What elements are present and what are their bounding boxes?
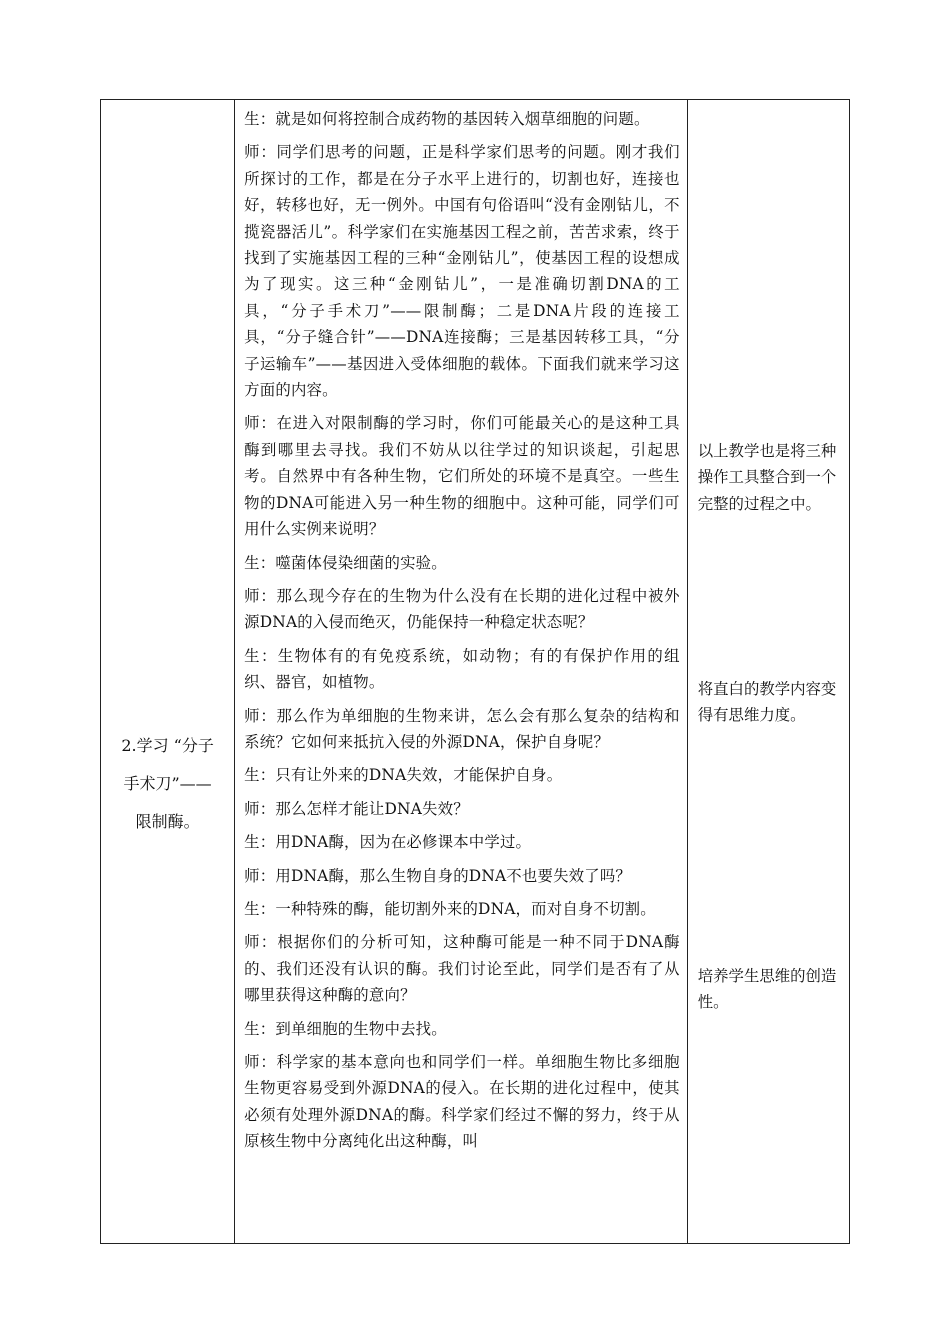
topic-cell [101,100,235,1244]
dialogue-paragraph: 生：一种特殊的酶，能切割外来的DNA，而对自身不切割。 [244,899,656,918]
dialogue-paragraph: 师：用DNA酶，那么生物自身的DNA不也要失效了吗？ [244,866,632,885]
dialogue-cell [235,100,688,1244]
topic-line: 2.学习 “分子 [121,736,214,755]
dialogue-paragraph: 生：就是如何将控制合成药物的基因转入烟草细胞的问题。 [244,110,650,128]
dialogue-paragraph: 师：那么现今存在的生物为什么没有在长期的进化过程中被外源DNA的入侵而绝灭，仍能保持一种稳定状态呢？ [244,586,680,632]
commentary-note: 以上教学也是将三种操作工具整合到一个完整的过程之中。 [697,442,837,513]
dialogue-paragraph: 生：生物体有的有免疫系统，如动物；有的有保护作用的组织、器官，如植物。 [244,646,680,692]
commentary-note: 将直白的教学内容变得有思维力度。 [697,680,837,725]
topic-line: 手术刀”—— [123,774,212,793]
dialogue-paragraph: 师：根据你们的分析可知，这种酶可能是一种不同于DNA酶的、我们还没有认识的酶。我们讨论至此，同学们是否有了从哪里获得这种酶的意向？ [244,933,680,1005]
dialogue-paragraph: 师：那么怎样才能让DNA失效？ [244,799,469,818]
dialogue-paragraph: 师：同学们思考的问题，正是科学家们思考的问题。刚才我们所探讨的工作，都是在分子水平上进行的，切割也好，连接也好，转移也好，无一例外。中国有句俗语叫“没有金刚钻儿，不揽瓷器活儿”。科学家们在实施基因工程之前，苦苦求索，终于找到了实施基因工程的三种“金刚钻儿”，使基因工程的设想成为了现实。这三种“金刚钻儿”，一是准确切割DNA的工具，“分子手术刀”——限制酶；二是DNA片段的连接工具，“分子缝合针”——DNA连接酶；三是基因转移工具，“分子运输车”——基因进入受体细胞的载体。下面我们就来学习这方面的内容。 [244,143,680,400]
commentary-cell [687,100,849,1244]
topic-line: 限制酶。 [135,812,200,831]
lesson-plan-table [100,99,850,1244]
topic-label [101,727,234,841]
dialogue-paragraph: 师：科学家的基本意向也和同学们一样。单细胞生物比多细胞生物更容易受到外源DNA的侵入。在长期的进化过程中，使其必须有处理外源DNA的酶。科学家们经过不懈的努力，终于从原核生物中分离纯化出这种酶，叫 [244,1053,680,1151]
dialogue-paragraph: 师：在进入对限制酶的学习时，你们可能最关心的是这种工具酶到哪里去寻找。我们不妨从以往学过的知识谈起，引起思考。自然界中有各种生物，它们所处的环境不是真空。一些生物的DNA可能进入另一种生物的细胞中。这种可能，同学们可用什么实例来说明？ [244,414,680,539]
dialogue-paragraph: 生：噬菌体侵染细菌的实验。 [244,553,447,572]
dialogue-paragraph: 生：用DNA酶，因为在必修课本中学过。 [244,833,532,852]
dialogue-paragraph: 生：到单细胞的生物中去找。 [244,1019,447,1038]
table-row [101,100,850,1244]
dialogue-paragraph: 师：那么作为单细胞的生物来讲，怎么会有那么复杂的结构和系统？它如何来抵抗入侵的外源DNA，保护自身呢？ [244,706,680,751]
commentary-note: 培养学生思维的创造性。 [697,967,837,1012]
dialogue-paragraph: 生：只有让外来的DNA失效，才能保护自身。 [244,766,563,785]
